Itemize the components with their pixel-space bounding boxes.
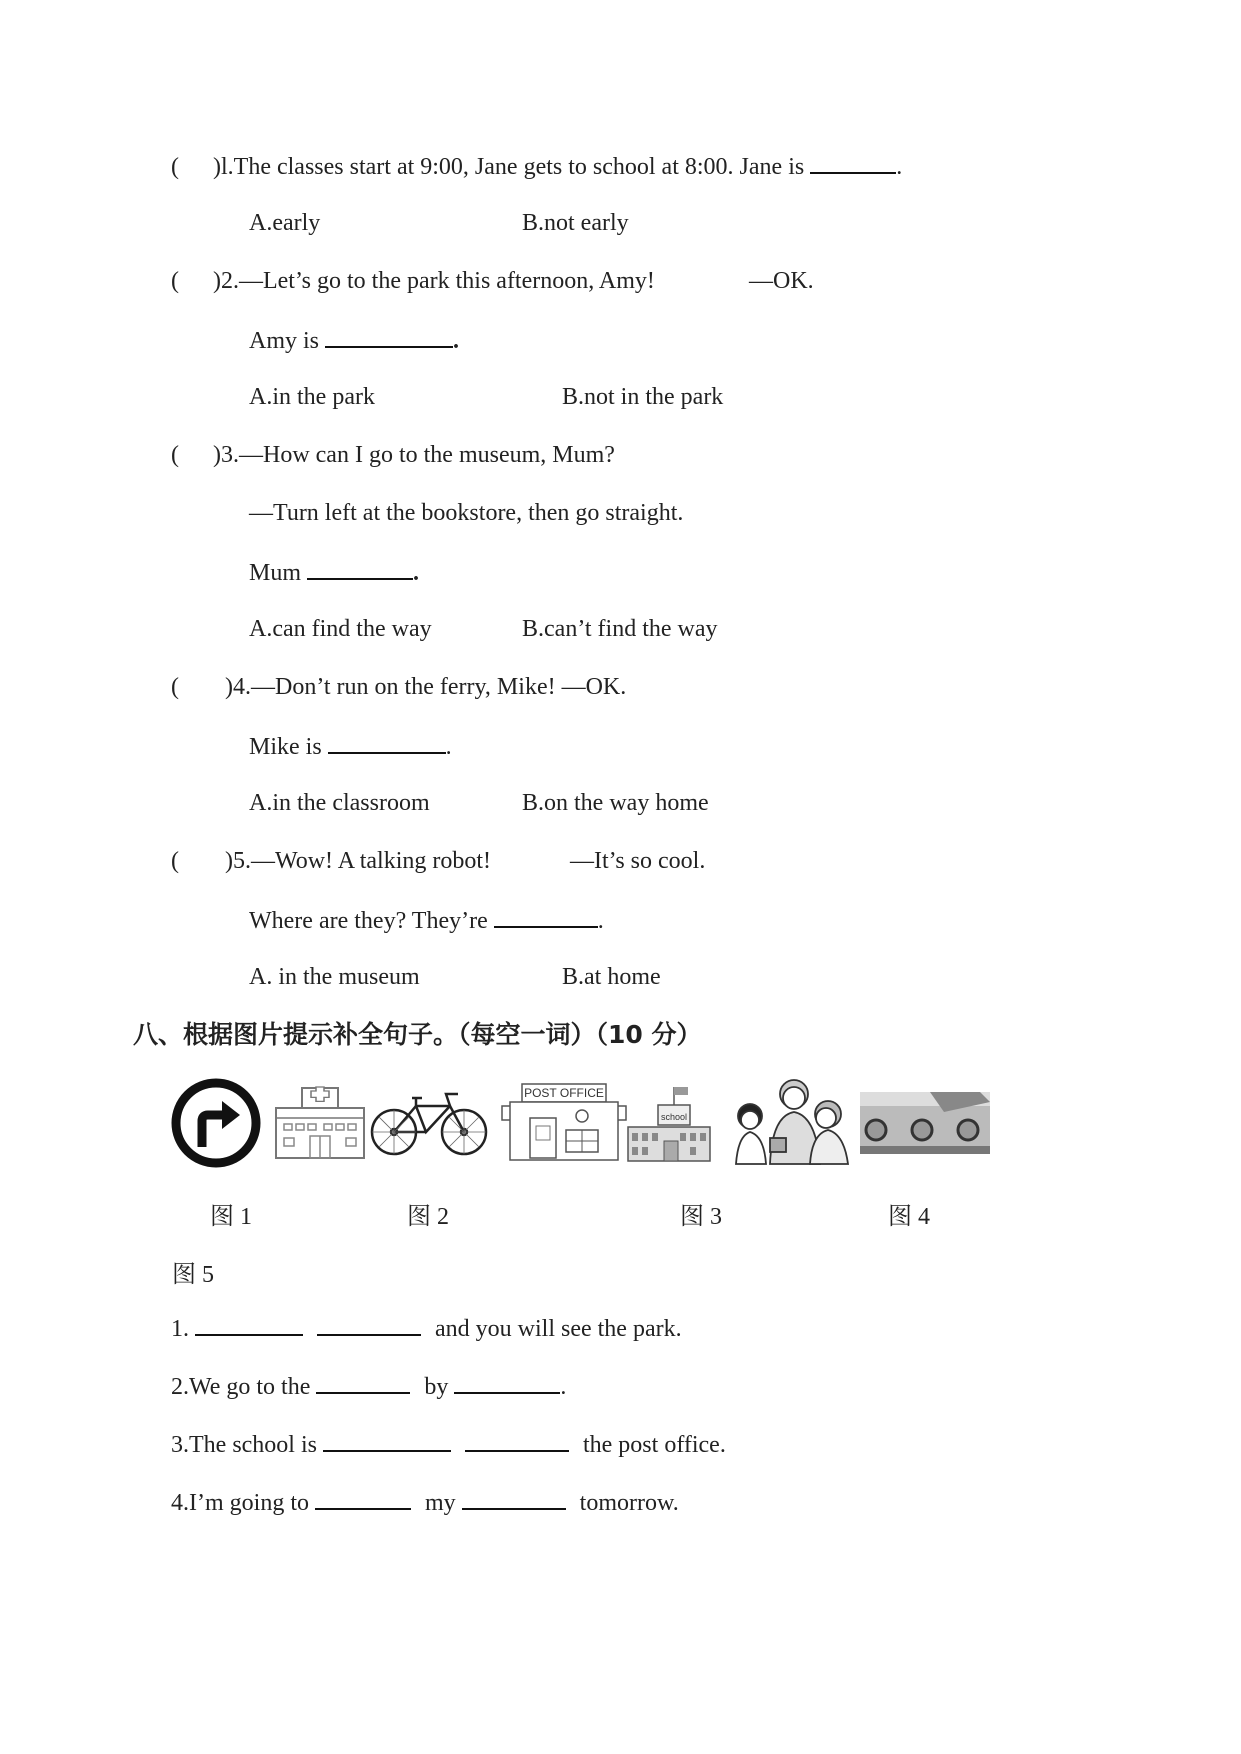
question-5-option-a: A. in the museum <box>249 964 420 990</box>
question-5-reply: —It’s so cool. <box>570 848 706 874</box>
school-icon <box>626 1083 712 1163</box>
blank[interactable] <box>465 1428 569 1452</box>
post-office-icon <box>500 1080 628 1164</box>
turn-right-sign-icon <box>170 1077 262 1169</box>
answer-paren: ( <box>171 442 179 468</box>
blank[interactable] <box>307 556 413 580</box>
blank[interactable] <box>328 730 446 754</box>
punctuation: . <box>413 560 420 586</box>
question-text: )5.—Wow! A talking robot! <box>225 848 492 874</box>
section-8-heading: 八、根据图片提示补全句子。（每空一词）（10 分） <box>133 1020 702 1049</box>
question-text: Where are they? They’re <box>249 908 488 934</box>
question-text: )l.The classes start at 9:00, Jane gets to school at 8:00. Jane is <box>213 154 805 180</box>
question-2-reply: —OK. <box>749 268 814 294</box>
sentence-text: my <box>425 1490 456 1516</box>
answer-paren: ( <box>171 674 179 700</box>
sentence-text: the post office. <box>582 1432 726 1458</box>
family-icon <box>730 1074 850 1166</box>
blank[interactable] <box>494 904 598 928</box>
question-text: )2.—Let’s go to the park this afternoon, Amy! <box>213 268 655 294</box>
punctuation: . <box>597 908 604 934</box>
sentence-text: 1. <box>171 1316 189 1342</box>
answer-paren: ( <box>171 268 179 294</box>
question-2-stem <box>171 266 655 296</box>
question-text: Mike is <box>249 734 322 760</box>
caption-4: 图 4 <box>888 1204 930 1230</box>
question-text: Amy is <box>249 328 320 354</box>
question-2-line2 <box>249 324 459 356</box>
question-4-option-a: A.in the classroom <box>249 790 430 816</box>
punctuation: . <box>560 1374 567 1400</box>
question-3-option-a: A.can find the way <box>249 616 432 642</box>
blank[interactable] <box>462 1486 566 1510</box>
blank[interactable] <box>317 1312 421 1336</box>
question-text: Mum <box>249 560 302 586</box>
question-2-option-a: A.in the park <box>249 384 375 410</box>
sentence-1 <box>171 1312 682 1344</box>
question-5-option-b: B.at home <box>562 964 661 990</box>
caption-5: 图 5 <box>172 1262 214 1288</box>
sentence-text: 3.The school is <box>171 1432 317 1458</box>
hospital-icon <box>272 1082 368 1162</box>
sentence-3 <box>171 1428 726 1460</box>
punctuation: . <box>445 734 452 760</box>
question-4-stem <box>171 672 626 702</box>
sentence-4 <box>171 1486 679 1518</box>
question-4-line2 <box>249 730 452 762</box>
question-5-line2 <box>249 904 604 936</box>
sentence-text: 4.I’m going to <box>171 1490 309 1516</box>
punctuation: . <box>896 154 903 180</box>
question-3-line3 <box>249 556 419 588</box>
sentence-text: tomorrow. <box>579 1490 679 1516</box>
blank[interactable] <box>325 324 453 348</box>
sentence-2 <box>171 1370 566 1402</box>
caption-1: 图 1 <box>210 1204 252 1230</box>
question-1-option-a: A.early <box>249 210 321 236</box>
punctuation: . <box>453 328 460 354</box>
answer-paren: ( <box>171 154 179 180</box>
traffic-light-icon <box>860 1092 990 1156</box>
blank[interactable] <box>315 1486 411 1510</box>
question-3-option-b: B.can’t find the way <box>522 616 718 642</box>
blank[interactable] <box>316 1370 410 1394</box>
blank[interactable] <box>323 1428 451 1452</box>
question-3-line2: —Turn left at the bookstore, then go straight. <box>249 500 684 526</box>
question-text: )4.—Don’t run on the ferry, Mike! —OK. <box>225 674 627 700</box>
blank[interactable] <box>454 1370 560 1394</box>
bicycle-icon <box>370 1086 488 1160</box>
question-3-stem <box>171 440 615 470</box>
question-1-stem <box>171 150 902 182</box>
caption-3: 图 3 <box>680 1204 722 1230</box>
question-2-option-b: B.not in the park <box>562 384 724 410</box>
sentence-text: and you will see the park. <box>435 1316 682 1342</box>
caption-2: 图 2 <box>407 1204 449 1230</box>
sentence-text: by <box>424 1374 449 1400</box>
question-1-option-b: B.not early <box>522 210 629 236</box>
blank[interactable] <box>810 150 896 174</box>
post-office-sign-text: POST OFFICE <box>524 1086 604 1100</box>
school-sign-text: school <box>660 1112 688 1122</box>
sentence-text: 2.We go to the <box>171 1374 311 1400</box>
question-5-stem <box>171 846 491 876</box>
question-text: )3.—How can I go to the museum, Mum? <box>213 442 615 468</box>
blank[interactable] <box>195 1312 303 1336</box>
question-4-option-b: B.on the way home <box>522 790 709 816</box>
answer-paren: ( <box>171 848 179 874</box>
